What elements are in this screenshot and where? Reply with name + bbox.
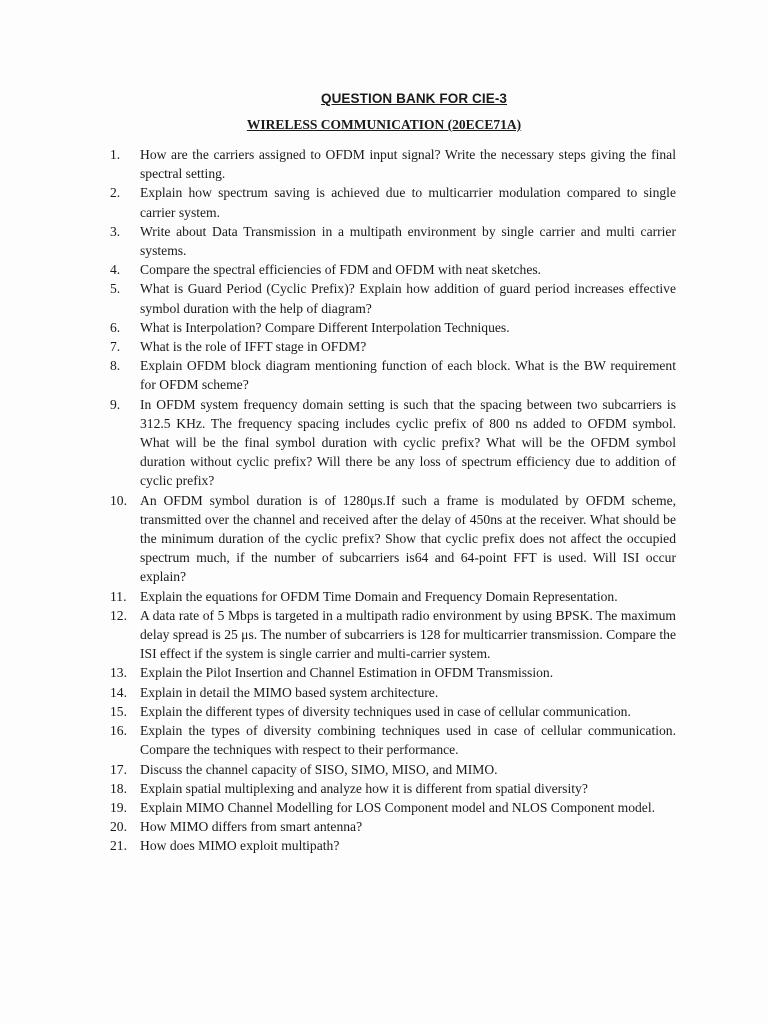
question-text: How are the carriers assigned to OFDM input signal? Write the necessary steps giving the final spectral setting.	[140, 147, 676, 182]
question-text: Explain how spectrum saving is achieved due to multicarrier modulation compared to single carrier system.	[140, 185, 676, 220]
question-number: 15.	[110, 703, 127, 719]
question-number: 12.	[110, 607, 127, 623]
question-text: What is the role of IFFT stage in OFDM?	[140, 339, 367, 355]
question-text: Explain in detail the MIMO based system architecture.	[140, 684, 439, 700]
question-text: Write about Data Transmission in a multipath environment by single carrier and multi carrier systems.	[140, 223, 676, 259]
question-item	[110, 279, 676, 317]
question-number: 1.	[110, 147, 121, 162]
question-number: 7.	[110, 339, 121, 355]
question-number: 4.	[110, 262, 121, 278]
question-text: Discuss the channel capacity of SISO, SIMO, MISO, and MIMO.	[140, 761, 498, 777]
question-text: In OFDM system frequency domain setting is such that the spacing between two subcarriers is 312.5 KHz. The frequency spacing includes cyclic prefix of 800 ns added to OFDM symbol. What will be the final symbol duration with cyclic prefix? What will be the OFDM symbol duration without cyclic prefix? Will there be any loss of spectrum efficiency due to addition of cyclic prefix?	[140, 396, 676, 489]
question-text: Explain the Pilot Insertion and Channel Estimation in OFDM Transmission.	[140, 665, 554, 681]
question-list	[110, 145, 676, 856]
question-text: Compare the spectral efficiencies of FDM and OFDM with neat sketches.	[140, 262, 542, 278]
question-item	[110, 395, 676, 491]
document-title: QUESTION BANK FOR CIE-3	[320, 91, 508, 106]
question-number: 9.	[110, 396, 121, 412]
question-item	[110, 606, 676, 664]
question-item	[110, 663, 676, 682]
question-number: 8.	[110, 358, 121, 374]
question-text: Explain MIMO Channel Modelling for LOS Component model and NLOS Component model.	[140, 799, 656, 815]
question-item	[110, 702, 676, 721]
question-item	[110, 337, 676, 356]
question-item	[110, 183, 676, 221]
question-text: What is Interpolation? Compare Different Interpolation Techniques.	[140, 319, 510, 335]
question-item	[110, 817, 676, 836]
question-number: 14.	[110, 684, 127, 700]
question-text: How MIMO differs from smart antenna?	[140, 819, 363, 835]
question-text: Explain spatial multiplexing and analyze how it is different from spatial diversity?	[140, 780, 588, 796]
question-number: 18.	[110, 780, 127, 796]
question-item	[110, 683, 676, 702]
question-text: How does MIMO exploit multipath?	[140, 838, 340, 854]
question-number: 20.	[110, 819, 127, 835]
question-text: A data rate of 5 Mbps is targeted in a multipath radio environment by using BPSK. The maximum delay spread is 25 μs. The number of subcarriers is 128 for multicarrier transmission. Compare the ISI effect if the system is single carrier and multi-carrier system.	[140, 607, 676, 662]
question-item	[110, 145, 676, 183]
question-text: Explain the types of diversity combining techniques used in case of cellular communication. Compare the techniques with respect to their performance.	[140, 723, 676, 758]
question-text: Explain the equations for OFDM Time Domain and Frequency Domain Representation.	[140, 588, 618, 604]
question-number: 2.	[110, 185, 121, 201]
question-number: 3.	[110, 223, 121, 239]
question-number: 13.	[110, 665, 127, 681]
question-item	[110, 779, 676, 798]
question-item	[110, 318, 676, 337]
question-item	[110, 222, 676, 260]
question-item	[110, 491, 676, 587]
question-number: 10.	[110, 492, 127, 508]
question-number: 17.	[110, 761, 127, 777]
question-number: 16.	[110, 723, 127, 739]
course-subtitle: WIRELESS COMMUNICATION (20ECE71A)	[246, 117, 522, 132]
question-item	[110, 836, 676, 855]
question-item	[110, 587, 676, 606]
question-text: Explain the different types of diversity techniques used in case of cellular communication.	[140, 703, 631, 719]
question-item	[110, 356, 676, 394]
question-item	[110, 260, 676, 279]
question-text: What is Guard Period (Cyclic Prefix)? Explain how addition of guard period increases effective symbol duration with the help of diagram?	[140, 281, 676, 316]
question-item	[110, 798, 676, 817]
question-number: 19.	[110, 799, 127, 815]
question-text: An OFDM symbol duration is of 1280μs.If such a frame is modulated by OFDM scheme, transmitted over the channel and received after the delay of 450ns at the receiver. What should be the minimum duration of the cyclic prefix? Show that cyclic prefix does not affect the occupied spectrum much, if the number of subcarriers is64 and 64-point FFT is used. Will ISI occur explain?	[140, 492, 676, 585]
question-text: Explain OFDM block diagram mentioning function of each block. What is the BW requirement for OFDM scheme?	[140, 358, 676, 393]
question-number: 6.	[110, 319, 121, 335]
question-number: 11.	[110, 588, 127, 604]
question-item	[110, 721, 676, 759]
question-number: 21.	[110, 838, 127, 854]
question-item	[110, 760, 676, 779]
question-number: 5.	[110, 281, 121, 297]
